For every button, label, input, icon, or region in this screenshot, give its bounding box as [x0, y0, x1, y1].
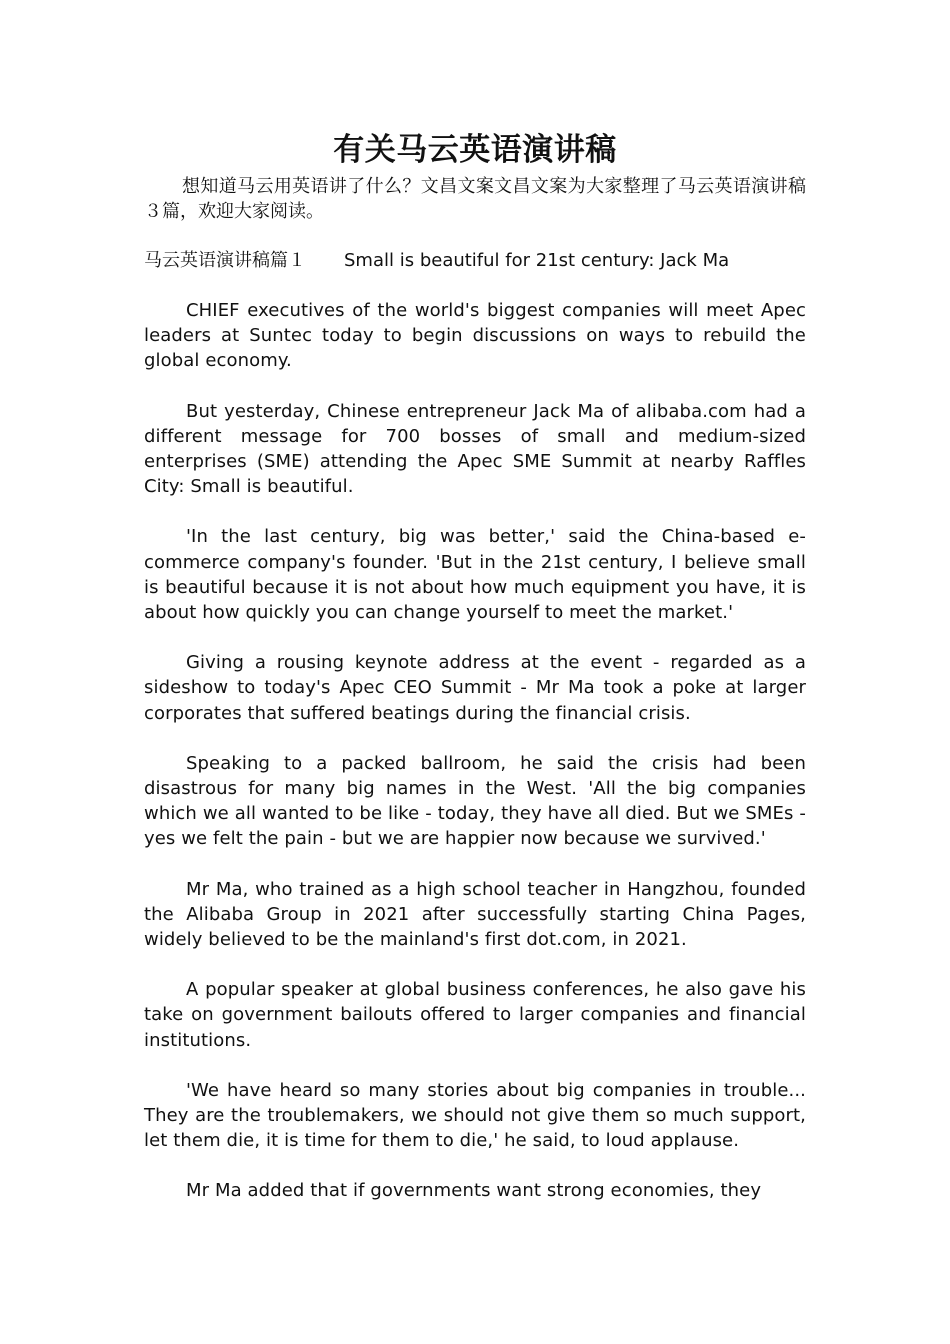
body-paragraph: Giving a rousing keynote address at the event - regarded as a sideshow to today's Apec CEO Summit - Mr Ma took a poke at larger corporates that suffered beatings during the financial crisis.	[144, 652, 806, 724]
body-paragraph: But yesterday, Chinese entrepreneur Jack Ma of alibaba.com had a different message for 700 bosses of small and medium-sized enterprises (SME) attending the Apec SME Summit at nearby Raffles City: Small is beautiful.	[144, 400, 806, 498]
body-paragraph: Mr Ma added that if governments want strong economies, they	[186, 1180, 762, 1202]
body-paragraph: 'We have heard so many stories about big companies in trouble... They are the troublemakers, we should not give them so much support, let them die, it is time for them to die,' he said, to loud applause.	[144, 1079, 806, 1152]
body-paragraph: A popular speaker at global business conferences, he also gave his take on government bailouts offered to larger companies and financial institutions.	[144, 979, 806, 1051]
body-paragraph: CHIEF executives of the world's biggest companies will meet Apec leaders at Suntec today to begin discussions on ways to rebuild the global economy.	[144, 300, 806, 372]
document-title: 有关马云英语演讲稿	[333, 132, 617, 168]
body-paragraph: Mr Ma, who trained as a high school teacher in Hangzhou, founded the Alibaba Group in 2021 after successfully starting China Pages, widely believed to be the mainland's first dot.com, in 2021.	[144, 878, 806, 951]
section-label: 马云英语演讲稿篇１	[144, 250, 306, 271]
section-heading	[144, 248, 806, 273]
section-title: Small is beautiful for 21st century: Jack Ma	[344, 250, 730, 271]
body-paragraph: Speaking to a packed ballroom, he said the crisis had been disastrous for many big names in the West. 'All the big companies which we all wanted to be like - today, they have all died. But we SMEs - yes we felt the pain - but we are happier now because we survived.'	[144, 752, 806, 850]
body-paragraph: 'In the last century, big was better,' said the China-based e-commerce company's founder. 'But in the 21st century, I believe small is beautiful because it is not about how much equipment you have, it is about how quickly you can change yourself to meet the market.'	[144, 526, 806, 624]
intro-paragraph: 想知道马云用英语讲了什么？文昌文案文昌文案为大家整理了马云英语演讲稿３篇，欢迎大家阅读。	[144, 176, 806, 222]
document-body	[144, 128, 806, 1203]
